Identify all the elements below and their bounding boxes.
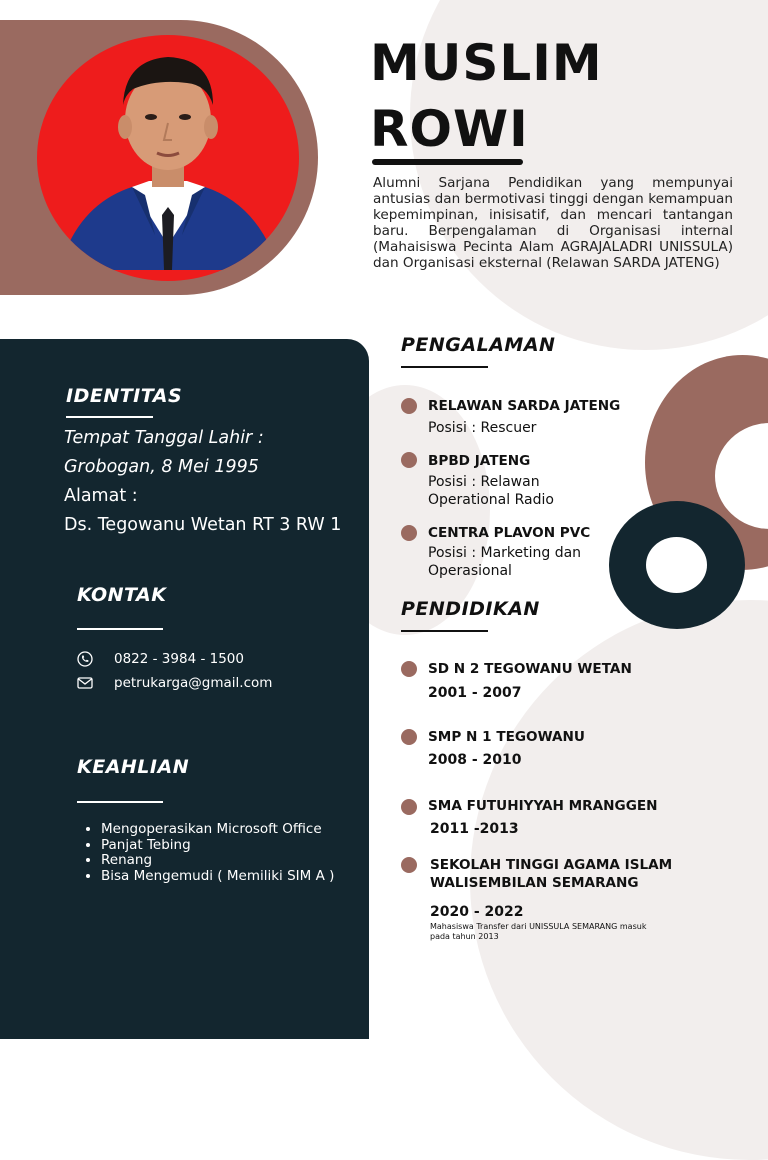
- education-years: 2011 -2013: [430, 821, 519, 837]
- pendidikan-rule: [401, 630, 488, 632]
- keahlian-heading: KEAHLIAN: [77, 756, 190, 778]
- name-underline: [372, 159, 523, 165]
- education-years: 2001 - 2007: [428, 685, 522, 701]
- kontak-heading: KONTAK: [77, 584, 167, 606]
- pengalaman-heading: PENGALAMAN: [401, 334, 556, 356]
- experience-title: RELAWAN SARDA JATENG: [428, 398, 621, 414]
- experience-bullet: [401, 452, 417, 468]
- pendidikan-heading: PENDIDIKAN: [401, 598, 540, 620]
- education-years: 2008 - 2010: [428, 752, 522, 768]
- kontak-rule: [77, 628, 163, 630]
- experience-bullet: [401, 398, 417, 414]
- experience-title: CENTRA PLAVON PVC: [428, 525, 591, 541]
- education-title: SEKOLAH TINGGI AGAMA ISLAM WALISEMBILAN SEMARANG: [430, 857, 673, 891]
- education-years: 2020 - 2022: [430, 904, 524, 920]
- skill-item: • Renang: [101, 853, 351, 869]
- education-title: SMA FUTUHIYYAH MRANGGEN: [428, 798, 658, 814]
- last-name: ROWI: [370, 100, 529, 158]
- education-bullet: [401, 729, 417, 745]
- phone-number[interactable]: 0822 - 3984 - 1500: [114, 651, 244, 667]
- phone-icon: [77, 651, 93, 667]
- pengalaman-rule: [401, 366, 488, 368]
- identitas-rule: [66, 416, 153, 418]
- experience-position: Posisi : Rescuer: [428, 420, 537, 436]
- education-title: SD N 2 TEGOWANU WETAN: [428, 661, 632, 677]
- address-label: Alamat :: [64, 486, 138, 506]
- education-bullet: [401, 799, 417, 815]
- identitas-heading: IDENTITAS: [66, 385, 183, 407]
- skill-item: • Bisa Mengemudi ( Memiliki SIM A ): [101, 869, 351, 885]
- experience-title: BPBD JATENG: [428, 453, 531, 469]
- first-name: MUSLIM: [370, 34, 603, 92]
- birth-value: Grobogan, 8 Mei 1995: [64, 457, 259, 477]
- address-value: Ds. Tegowanu Wetan RT 3 RW 1: [64, 515, 342, 535]
- keahlian-rule: [77, 801, 163, 803]
- decorative-ring-navy-hole: [646, 537, 707, 593]
- contact-email-row: [77, 675, 272, 691]
- experience-position: Posisi : Marketing dan Operasional: [428, 545, 582, 579]
- skills-list: [80, 822, 351, 884]
- contact-phone-row: [77, 651, 244, 667]
- skill-item: • Mengoperasikan Microsoft Office: [101, 822, 351, 838]
- education-note: Mahasiswa Transfer dari UNISSULA SEMARANG masuk pada tahun 2013: [430, 922, 647, 941]
- education-bullet: [401, 661, 417, 677]
- profile-name: [370, 30, 603, 162]
- mail-icon: [77, 675, 93, 691]
- profile-photo: [37, 35, 299, 281]
- email-address[interactable]: petrukarga@gmail.com: [114, 675, 273, 691]
- profile-summary: Alumni Sarjana Pendidikan yang mempunyai antusias dan bermotivasi tinggi dengan kemampuan kepemimpinan, inisisatif, dan mencari tantangan baru. Berpengalaman di Organisasi internal (Mahaisiswa Pecinta Alam AGRAJALADRI UNISSULA) dan Organisasi eksternal (Relawan SARDA JATENG): [373, 175, 733, 272]
- experience-bullet: [401, 525, 417, 541]
- skill-item: • Panjat Tebing: [101, 838, 351, 854]
- experience-position: Posisi : Relawan Operational Radio: [428, 474, 554, 508]
- education-bullet: [401, 857, 417, 873]
- education-title: SMP N 1 TEGOWANU: [428, 729, 585, 745]
- birth-label: Tempat Tanggal Lahir :: [64, 428, 264, 448]
